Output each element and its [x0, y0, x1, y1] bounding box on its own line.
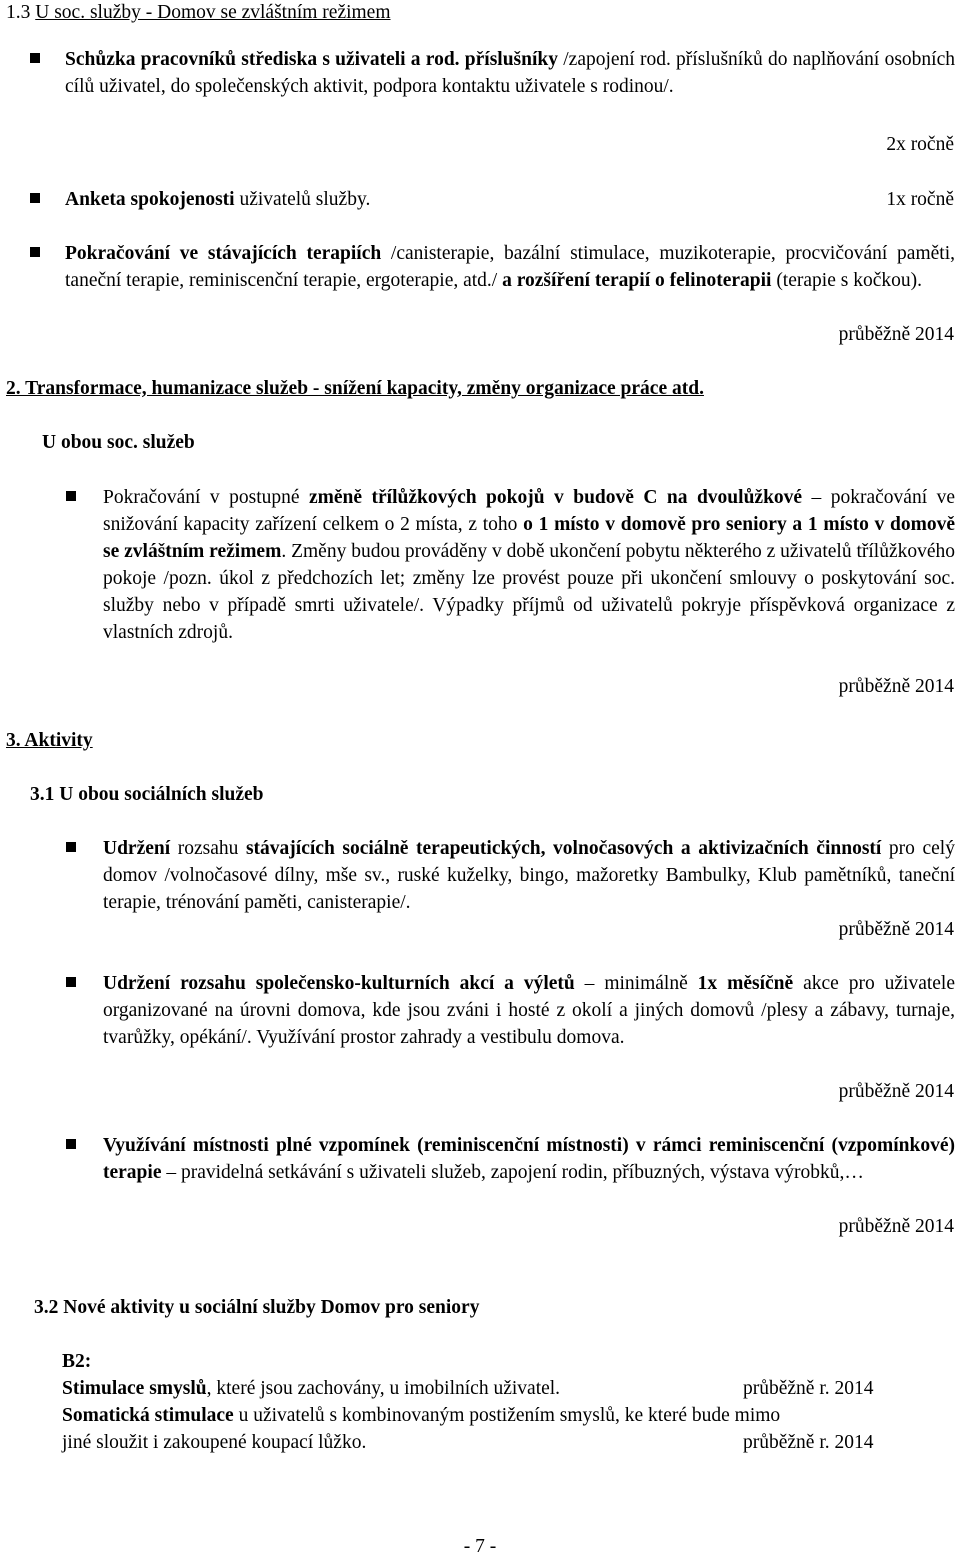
section-3-1-heading: 3.1 U obou sociálních služeb — [30, 784, 264, 805]
list-item-reminiscence: Využívání místnosti plné vzpomínek (reminiscenční místnosti) v rámci reminiscenční (vzpomínkové) terapie – pravidelná setkávání s uživateli služeb, zapojení rodin, příbuzných, výstava výrobků,… — [103, 1135, 955, 1183]
bullet-icon — [30, 247, 40, 257]
frequency-label: průběžně 2014 — [838, 919, 954, 940]
list-item-udrzeni-akci: Udržení rozsahu společensko-kulturních akcí a výletů – minimálně 1x měsíčně akce pro uživatele organizované na úrovni domova, kde jsou zváni i hosté z okolí a jiných domovů /plesy a zábavy, turnaje, tvarůžky, opékání/. Využívání prostor zahrady a vestibulu domova. — [103, 973, 955, 1048]
frequency-label: průběžně r. 2014 — [743, 1432, 874, 1453]
list-item-udrzeni-cinnosti: Udržení rozsahu stávajících sociálně terapeutických, volnočasových a aktivizačních činností pro celý domov /volnočasové dílny, mše sv., ruské kuželky, bingo, mažoretky Bambulky, Klub pamětníků, taneční terapie, trénování paměti, canisterapie/. — [103, 838, 955, 913]
section-1-3-heading: 1.3 U soc. služby - Domov se zvláštním režimem — [6, 2, 391, 23]
bullet-icon — [66, 1139, 76, 1149]
frequency-label: průběžně 2014 — [838, 324, 954, 345]
bullet-icon — [30, 193, 40, 203]
bullet-icon — [66, 491, 76, 501]
frequency-label: 1x ročně — [886, 189, 954, 210]
bullet-icon — [66, 842, 76, 852]
list-item-transformace: Pokračování v postupné změně třílůžkových pokojů v budově C na dvoulůžkové – pokračování ve snižování kapacity zařízení celkem o 2 místa, z toho o 1 místo v domově pro seniory a 1 místo v domově se zvláštním režimem. Změny budou prováděny v době ukončení pobytu některého z uživatelů třílůžkového pokoje /pozn. úkol z předchozích let; změny lze provést pouze při ukončení smlouvy o poskytování soc. služby nebo v případě smrti uživatele/. Výpadky příjmů od uživatelů pokryje příspěvková organizace z vlastních zdrojů. — [103, 487, 956, 643]
list-item-schuzka: Schůzka pracovníků střediska s uživateli a rod. příslušníky /zapojení rod. příslušníků do naplňování osobních cílů uživatel, do společenských aktivit, podpora kontaktu uživatele s rodinou/. — [65, 49, 955, 97]
frequency-label: 2x ročně — [886, 134, 954, 155]
b2-line-stimulace: Stimulace smyslů, které jsou zachovány, u imobilních uživatel. — [62, 1378, 561, 1399]
section-3-heading: 3. Aktivity — [6, 730, 93, 751]
b2-line-luzko: jiné sloužit i zakoupené koupací lůžko. — [62, 1432, 367, 1453]
bullet-icon — [30, 53, 40, 63]
list-item-terapie: Pokračování ve stávajících terapiích /canisterapie, bazální stimulace, muzikoterapie, procvičování paměti, taneční terapie, reminiscenční terapie, ergoterapie, atd./ a rozšíření terapií o felinoterapii (terapie s kočkou). — [65, 243, 955, 291]
frequency-label: průběžně 2014 — [838, 676, 954, 697]
b2-label: B2: — [62, 1351, 92, 1372]
list-item-anketa: Anketa spokojenosti uživatelů služby. — [65, 189, 371, 210]
frequency-label: průběžně 2014 — [838, 1216, 954, 1237]
bullet-icon — [66, 977, 76, 987]
page-number: - 7 - — [463, 1536, 497, 1557]
frequency-label: průběžně r. 2014 — [743, 1378, 874, 1399]
section-2-subheading: U obou soc. služeb — [42, 432, 195, 453]
section-3-2-heading: 3.2 Nové aktivity u sociální služby Domov pro seniory — [34, 1297, 480, 1318]
frequency-label: průběžně 2014 — [838, 1081, 954, 1102]
b2-line-somaticka: Somatická stimulace u uživatelů s kombinovaným postižením smyslů, ke které bude mimo — [62, 1405, 781, 1426]
section-2-heading: 2. Transformace, humanizace služeb - snížení kapacity, změny organizace práce atd. — [6, 378, 704, 399]
